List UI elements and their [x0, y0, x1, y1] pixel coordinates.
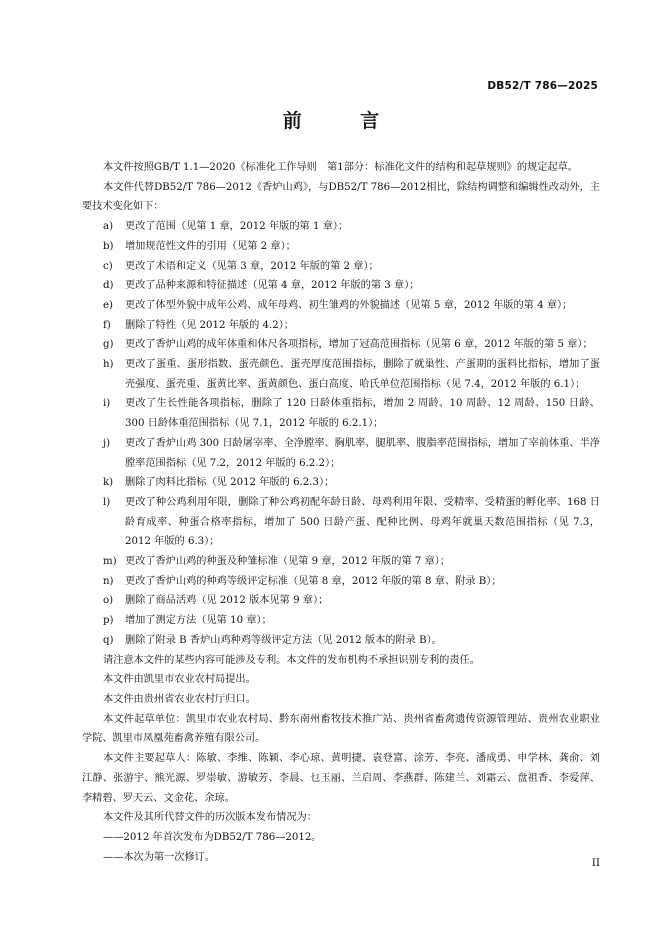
intro-paragraph: 本文件按照GB/T 1.1—2020《标准化工作导则 第1部分：标准化文件的结构和起草规则》的规定起草。 — [103, 162, 579, 173]
list-item — [82, 473, 600, 493]
list-item-text: 增加了测定方法（见第 10 章）； — [125, 615, 272, 627]
list-item — [82, 217, 600, 237]
list-item-text: 更改了蛋重、蛋形指数、蛋壳颜色、蛋壳厚度范围指标，删除了就巢性、产蛋期的蛋料比指标，增加了蛋壳强度、蛋壳重、蛋黄比率、蛋黄颜色、蛋白高度、哈氏单位范围指标（见 7.4，2012 年版的 6.1）； — [125, 359, 600, 390]
list-item-label: m) — [103, 556, 117, 568]
foreword-body — [82, 158, 600, 867]
list-item-label: n) — [103, 575, 114, 587]
responsible-statement: 本文件由贵州省农业农村厅归口。 — [103, 693, 256, 705]
list-item-text: 更改了香炉山鸡的种蛋及种雏标准（见第 9 章，2012 年版的第 7 章）； — [125, 556, 451, 568]
list-item — [82, 316, 600, 336]
list-item — [82, 296, 600, 316]
list-item-text: 删除了肉料比指标（见 2012 年版的 6.2.3）； — [125, 477, 335, 489]
list-item-text: 更改了品种来源和特征描述（见第 4 章，2012 年版的第 3 章）； — [125, 280, 420, 292]
list-item-text: 更改了香炉山鸡 300 日龄屠宰率、全净膛率、胸肌率、腿肌率、腹脂率范围指标，增加了宰前体重、半净膛率范围指标（见 7.2，2012 年版的 6.2.2）； — [125, 437, 600, 469]
list-item — [82, 237, 600, 257]
intro-paragraph: 本文件代替DB52/T 786—2012《香炉山鸡》，与DB52/T 786—2012相比，除结构调整和编辑性改动外，主要技术变化如下： — [82, 181, 600, 213]
list-item-label: g) — [103, 339, 114, 351]
patent-notice: 请注意本文件的某些内容可能涉及专利。本文件的发布机构不承担识别专利的责任。 — [103, 654, 480, 666]
list-item-label: o) — [103, 595, 114, 607]
list-item-label: q) — [103, 634, 114, 646]
list-item — [82, 257, 600, 277]
list-item — [82, 355, 600, 394]
drafting-units: 本文件起草单位：凯里市农业农村局、黔东南州畜牧技术推广站、贵州省畜禽遗传资源管理站、贵州农业职业学院、凯里市凤凰苑畜禽养殖有限公司。 — [82, 713, 600, 745]
list-item-label: l) — [103, 496, 111, 508]
list-item-label: h) — [103, 359, 114, 371]
list-item — [82, 611, 600, 631]
list-item-label: c) — [103, 260, 113, 272]
list-item-label: d) — [103, 280, 114, 292]
list-item — [82, 552, 600, 572]
drafters: 本文件主要起草人：陈敏、李维、陈颖、李心琼、黄明捷、袁登富、涂芳、李亮、潘成勇、申学林、龚俞、刘江静、张游宇、熊光源、罗崇敏、游敏芳、李晨、乜玉丽、兰启周、李燕群、陈建兰、刘霜云、盘祖香、李爱萍、李精碧、罗天云、文金花、余琼。 — [82, 753, 600, 804]
list-item-text: 删除了商品活鸡（见 2012 版本见第 9 章）； — [125, 595, 329, 607]
list-item-label: p) — [103, 615, 114, 627]
list-item-text: 更改了生长性能各项指标，删除了 120 日龄体重指标，增加 2 周龄、10 周龄、12 周龄、150 日龄、300 日龄体重范围指标（见 7.1，2012 年版的 6.2.1）； — [125, 398, 600, 430]
list-item — [82, 335, 600, 355]
history-item: ——本次为第一次修订。 — [103, 851, 216, 863]
proposer-statement: 本文件由凯里市农业农村局提出。 — [103, 674, 256, 686]
list-item-label: f) — [103, 319, 111, 331]
list-item-text: 删除了特性（见 2012 年版的 4.2）； — [125, 319, 294, 331]
list-item-text: 更改了种公鸡利用年限，删除了种公鸡初配年龄日龄、母鸡利用年限、受精率、受精蛋的孵化率、168 日龄育成率、种蛋合格率指标，增加了 500 日龄产蛋、配种比例、母鸡年就巢天数范围指标（见 7.3，2012 年版的 6.3）； — [125, 496, 600, 548]
change-list — [82, 217, 600, 650]
list-item — [82, 631, 600, 651]
document-code: DB52/T 786—2025 — [487, 80, 598, 92]
list-item — [82, 572, 600, 592]
list-item-label: k) — [103, 477, 114, 489]
list-item-label: e) — [103, 299, 114, 311]
list-item-text: 更改了术语和定义（见第 3 章，2012 年版的第 2 章）； — [125, 260, 379, 272]
list-item-text: 更改了体型外貌中成年公鸡、成年母鸡、初生雏鸡的外貌描述（见第 5 章，2012 年版的第 4 章）； — [125, 299, 573, 311]
list-item-label: i) — [103, 398, 111, 410]
list-item-label: a) — [103, 221, 114, 233]
list-item — [82, 591, 600, 611]
history-intro: 本文件及其所代替文件的历次版本发布情况为： — [103, 812, 317, 824]
list-item-text: 更改了香炉山鸡的成年体重和体尺各项指标，增加了冠高范围指标（见第 6 章，2012 年版的第 5 章）； — [125, 339, 593, 351]
page-number: II — [591, 857, 600, 869]
list-item — [82, 434, 600, 473]
list-item-text: 更改了香炉山鸡的种鸡等级评定标准（见第 8 章，2012 年版的第 8 章、附录 B）； — [125, 575, 502, 587]
list-item-text: 增加规范性文件的引用（见第 2 章）； — [125, 240, 296, 252]
list-item — [82, 276, 600, 296]
list-item-text: 删除了附录 B 香炉山鸡种鸡等级评定方法（见 2012 版本的附录 B）。 — [125, 634, 442, 646]
list-item — [82, 493, 600, 552]
list-item-text: 更改了范围（见第 1 章，2012 年版的第 1 章）； — [125, 221, 349, 233]
history-item: ——2012 年首次发布为DB52/T 786—2012。 — [103, 831, 322, 843]
page-title: 前 言 — [282, 110, 406, 132]
list-item-label: j) — [103, 437, 111, 449]
list-item — [82, 394, 600, 433]
list-item-label: b) — [103, 240, 114, 252]
